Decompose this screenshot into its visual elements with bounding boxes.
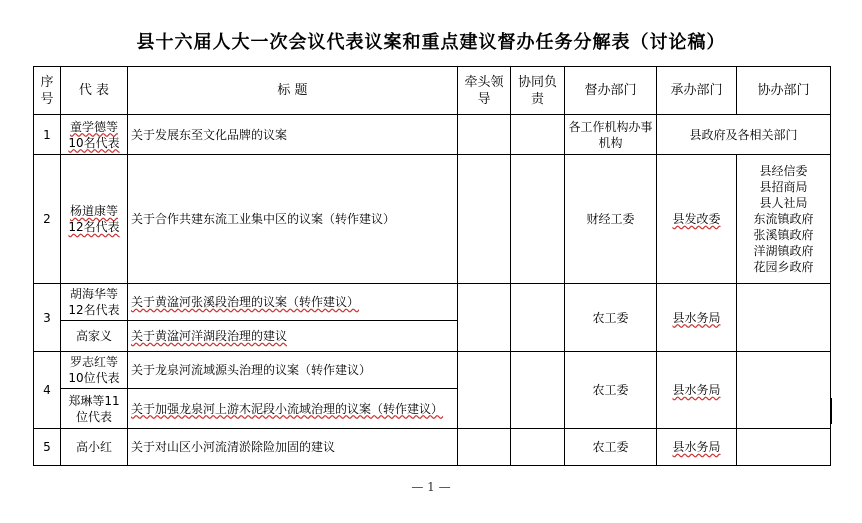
row-coop [511, 155, 565, 284]
row-rep: 郑琳等11位代表 [61, 389, 128, 429]
rep-text: 杨道康等12名代表 [68, 204, 120, 234]
row-topic: 关于龙泉河流域源头治理的议案（转作建议） [128, 352, 458, 389]
header-undertake: 承办部门 [657, 67, 737, 115]
row-supervise: 农工委 [565, 284, 657, 352]
task-table [33, 66, 831, 466]
header-supervise: 督办部门 [565, 67, 657, 115]
table-row [34, 155, 831, 284]
row-supervise: 各工作机构办事机构 [565, 115, 657, 155]
row-undertake [657, 284, 737, 352]
table-row [34, 352, 831, 389]
row-topic: 关于合作共建东流工业集中区的议案（转作建议） [128, 155, 458, 284]
rep-text: 童学德等10名代表 [68, 119, 120, 150]
undertake-text: 县水务局 [672, 440, 721, 454]
row-assist [737, 155, 831, 284]
header-seq: 序号 [34, 67, 61, 115]
assist-item: 县招商局 [759, 180, 808, 194]
row-undertake-assist: 县政府及各相关部门 [657, 115, 831, 155]
assist-item: 张溪镇政府 [753, 228, 814, 242]
header-lead: 牵头领导 [458, 67, 511, 115]
header-coop: 协同负责 [511, 67, 565, 115]
text-cursor-mark [830, 398, 832, 424]
row-seq: 1 [34, 115, 61, 155]
row-assist [737, 352, 831, 429]
page-number: — 1 — [411, 480, 451, 494]
row-undertake [657, 155, 737, 284]
assist-item: 洋湖镇政府 [753, 244, 814, 258]
assist-item: 县经信委 [759, 164, 808, 178]
row-coop [511, 429, 565, 466]
row-rep: 罗志红等10位代表 [61, 352, 128, 389]
table-row [34, 284, 831, 321]
header-assist: 协办部门 [737, 67, 831, 115]
row-rep: 胡海华等12名代表 [61, 284, 128, 321]
row-supervise: 农工委 [565, 352, 657, 429]
header-rep: 代 表 [61, 67, 128, 115]
row-seq: 4 [34, 352, 61, 429]
table-row [34, 429, 831, 466]
row-seq: 3 [34, 284, 61, 352]
row-coop [511, 352, 565, 429]
assist-item: 花园乡政府 [753, 260, 814, 274]
table-row [34, 115, 831, 155]
row-undertake [657, 429, 737, 466]
row-coop [511, 115, 565, 155]
row-topic: 关于发展东至文化品牌的议案 [128, 115, 458, 155]
header-topic: 标 题 [128, 67, 458, 115]
assist-item: 县人社局 [759, 196, 808, 210]
header-row [34, 67, 831, 115]
row-supervise: 农工委 [565, 429, 657, 466]
assist-item: 东流镇政府 [753, 212, 814, 226]
row-lead [458, 429, 511, 466]
row-seq: 2 [34, 155, 61, 284]
undertake-text: 县发改委 [672, 212, 721, 226]
row-coop [511, 284, 565, 352]
row-seq: 5 [34, 429, 61, 466]
row-undertake [657, 352, 737, 429]
row-lead [458, 155, 511, 284]
row-topic [128, 321, 458, 352]
topic-text: 关于黄湓河张溪段治理的议案（转作建议） [131, 295, 360, 309]
row-lead [458, 115, 511, 155]
row-topic [128, 389, 458, 429]
row-rep [61, 155, 128, 284]
row-supervise: 财经工委 [565, 155, 657, 284]
row-topic [128, 284, 458, 321]
row-lead [458, 284, 511, 352]
row-rep [61, 115, 128, 155]
row-rep: 高小红 [61, 429, 128, 466]
row-topic: 关于对山区小河流清淤除险加固的建议 [128, 429, 458, 466]
page-title: 县十六届人大一次会议代表议案和重点建议督办任务分解表（讨论稿） [136, 32, 726, 53]
row-lead [458, 352, 511, 429]
row-rep: 高家义 [61, 321, 128, 352]
topic-text: 关于黄湓河洋湖段治理的建议 [131, 329, 288, 343]
row-assist [737, 284, 831, 352]
topic-text: 关于加强龙泉河上游木泥段小流域治理的议案（转作建议） [131, 401, 444, 416]
row-assist [737, 429, 831, 466]
undertake-text: 县水务局 [672, 310, 721, 325]
undertake-text: 县水务局 [672, 383, 721, 397]
